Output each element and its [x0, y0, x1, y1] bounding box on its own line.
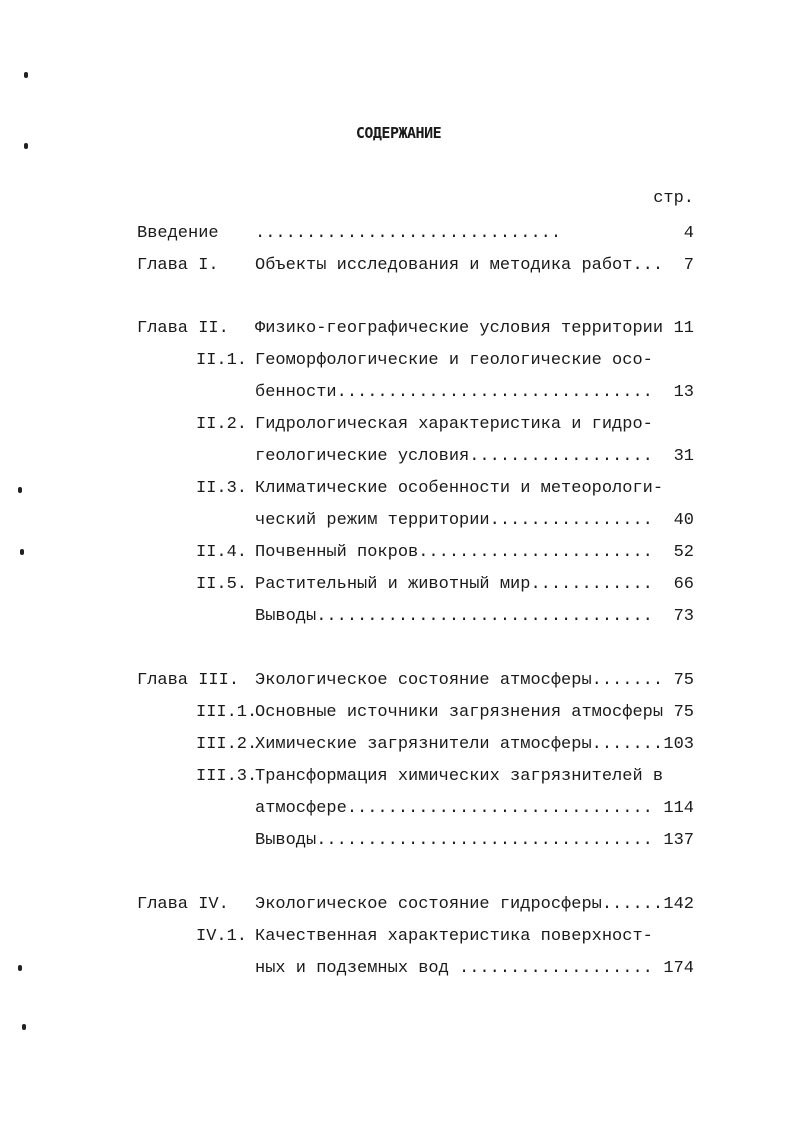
toc-entry-text: Почвенный покров....................... [255, 543, 653, 562]
toc-page-number: 52 [673, 543, 694, 562]
toc-entry [0, 313, 797, 345]
scan-mark [24, 72, 28, 78]
toc-entry [0, 505, 797, 537]
toc-entry [0, 921, 797, 953]
toc-entry-text: Основные источники загрязнения атмосферы [255, 703, 664, 722]
toc-page-number: 142 [663, 895, 694, 914]
toc-entry [0, 665, 797, 697]
toc-entry-text: .............................. [255, 224, 562, 243]
toc-entry-text: геологические условия.................. [255, 447, 653, 466]
toc-page-number: 7 [683, 256, 694, 275]
toc-entry [0, 889, 797, 921]
toc-page-number: 174 [663, 959, 694, 978]
toc-section-number: III.2. [196, 735, 258, 754]
toc-entry [0, 250, 797, 282]
toc-entry [0, 345, 797, 377]
toc-section-number: II.3. [196, 479, 248, 498]
toc-entry [0, 729, 797, 761]
toc-entry [0, 569, 797, 601]
toc-chapter-label: Введение [137, 224, 219, 243]
toc-page-number: 31 [673, 447, 694, 466]
toc-entry-text: Гидрологическая характеристика и гидро- [255, 415, 653, 434]
toc-entry [0, 377, 797, 409]
toc-page-number: 11 [673, 319, 694, 338]
toc-section-number: II.1. [196, 351, 248, 370]
toc-page-number: 103 [663, 735, 694, 754]
toc-entry [0, 953, 797, 985]
toc-section-number: II.4. [196, 543, 248, 562]
toc-entry [0, 218, 797, 250]
toc-entry [0, 601, 797, 633]
toc-entry-text: Растительный и животный мир............ [255, 575, 653, 594]
scan-mark [24, 143, 28, 149]
toc-entry-text: Трансформация химических загрязнителей в [255, 767, 664, 786]
toc-page-number: 66 [673, 575, 694, 594]
toc-page-number: 73 [673, 607, 694, 626]
toc-page-number: 4 [683, 224, 694, 243]
page-column-header: стр. [653, 189, 694, 208]
scan-mark [22, 1024, 26, 1030]
scan-mark [18, 487, 22, 493]
toc-entry [0, 473, 797, 505]
toc-entry [0, 761, 797, 793]
toc-section-number: III.3. [196, 767, 258, 786]
toc-chapter-label: Глава IV. [137, 895, 229, 914]
scan-mark [20, 549, 24, 555]
toc-entry-text: Выводы................................. [255, 831, 653, 850]
toc-entry [0, 697, 797, 729]
toc-entry-text: Физико-географические условия территории [255, 319, 664, 338]
toc-entry [0, 825, 797, 857]
toc-entry-text: Геоморфологические и геологические осо- [255, 351, 653, 370]
toc-section-number: IV.1. [196, 927, 248, 946]
toc-section-number: III.1. [196, 703, 258, 722]
toc-section-number: II.2. [196, 415, 248, 434]
toc-entry-text: Объекты исследования и методика работ... [255, 256, 664, 275]
toc-page-number: 137 [663, 831, 694, 850]
toc-entry-text: Экологическое состояние атмосферы....... [255, 671, 664, 690]
toc-entry-text: Экологическое состояние гидросферы...... [255, 895, 664, 914]
toc-entry-text: Выводы................................. [255, 607, 653, 626]
toc-entry-text: Химические загрязнители атмосферы....... [255, 735, 664, 754]
toc-entry [0, 537, 797, 569]
page-title: СОДЕРЖАНИЕ [355, 124, 442, 142]
toc-entry-text: ческий режим территории................ [255, 511, 653, 530]
toc-page-number: 13 [673, 383, 694, 402]
toc-chapter-label: Глава II. [137, 319, 229, 338]
toc-entry-text: ных и подземных вод ................... [255, 959, 653, 978]
toc-section-number: II.5. [196, 575, 248, 594]
toc-page-number: 75 [673, 671, 694, 690]
toc-entry-text: Климатические особенности и метеорологи- [255, 479, 664, 498]
toc-page-number: 75 [673, 703, 694, 722]
toc-entry [0, 793, 797, 825]
toc-entry [0, 409, 797, 441]
toc-chapter-label: Глава III. [137, 671, 240, 690]
toc-entry [0, 441, 797, 473]
toc-entry-text: атмосфере.............................. [255, 799, 653, 818]
toc-page-number: 114 [663, 799, 694, 818]
scan-mark [18, 965, 22, 971]
toc-chapter-label: Глава I. [137, 256, 219, 275]
toc-entry-text: бенности............................... [255, 383, 653, 402]
toc-page-number: 40 [673, 511, 694, 530]
toc-entry-text: Качественная характеристика поверхност- [255, 927, 653, 946]
